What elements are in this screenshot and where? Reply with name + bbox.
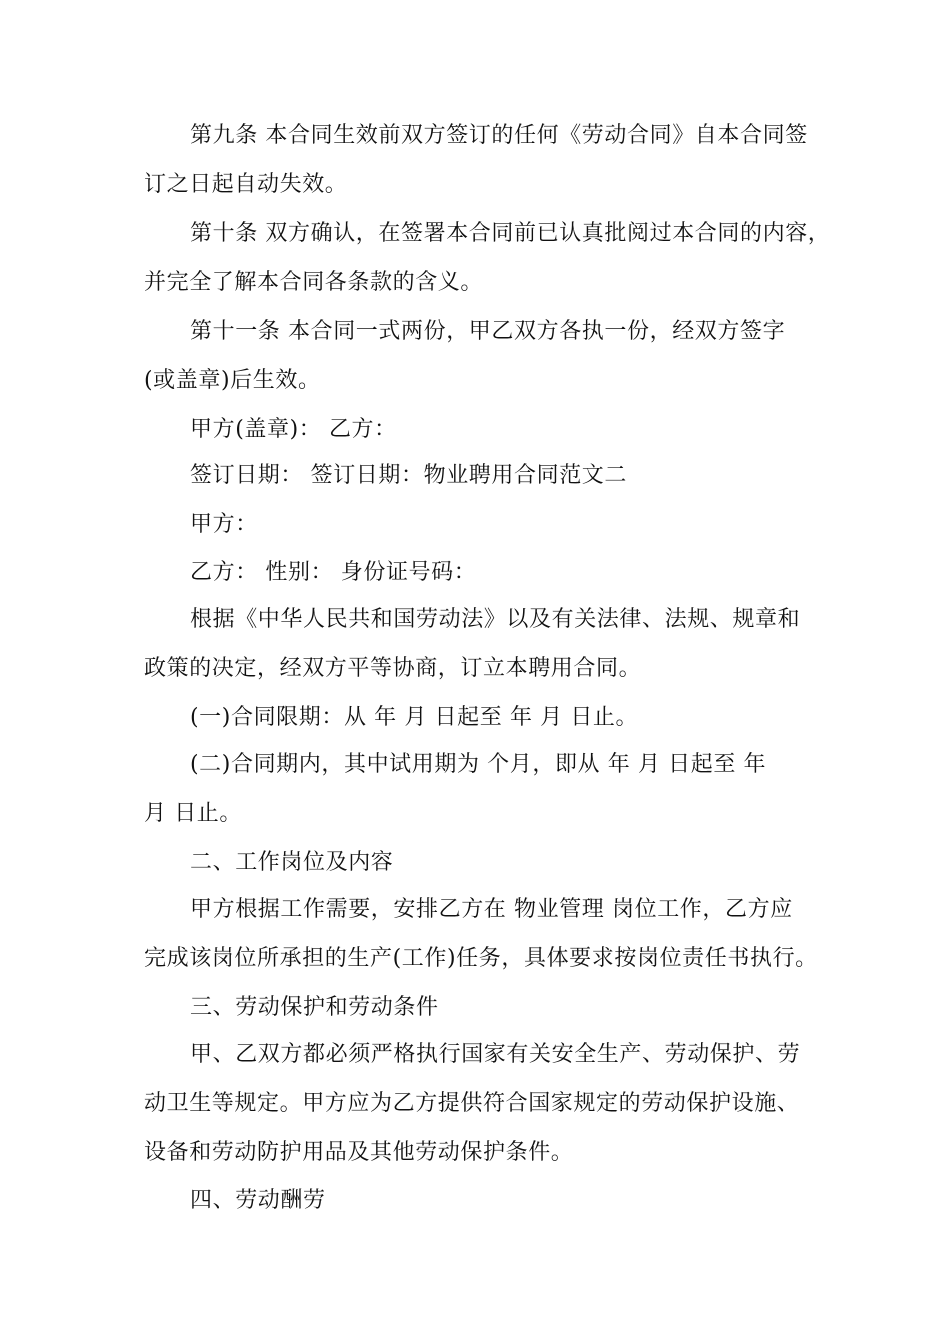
section-3-line-2: 动卫生等规定。甲方应为乙方提供符合国家规定的劳动保护设施、	[144, 1091, 800, 1116]
party-a-seal-line: 甲方(盖章)： 乙方：	[190, 417, 397, 442]
article-11-line-1: 第十一条 本合同一式两份，甲乙双方各执一份，经双方签字	[190, 319, 786, 344]
section-3-line-3: 设备和劳动防护用品及其他劳动保护条件。	[144, 1140, 574, 1165]
article-9-line-1: 第九条 本合同生效前双方签订的任何《劳动合同》自本合同签	[190, 123, 808, 148]
section-2-heading: 二、工作岗位及内容	[190, 850, 394, 875]
article-11-line-2: (或盖章)后生效。	[144, 368, 321, 393]
article-10-line-2: 并完全了解本合同各条款的含义。	[144, 270, 484, 295]
preamble-line-2: 政策的决定，经双方平等协商，订立本聘用合同。	[144, 656, 642, 681]
section-2-line-1: 甲方根据工作需要，安排乙方在 物业管理 岗位工作，乙方应	[190, 897, 793, 922]
signing-date-line: 签订日期： 签订日期：物业聘用合同范文二	[190, 463, 627, 488]
party-a-line: 甲方：	[190, 512, 258, 537]
probation-line-2: 月 日止。	[144, 801, 242, 826]
article-10-line-1: 第十条 双方确认，在签署本合同前已认真批阅过本合同的内容，	[190, 221, 831, 246]
contract-term-line: (一)合同限期：从 年 月 日起至 年 月 日止。	[190, 705, 639, 730]
article-9-line-2: 订之日起自动失效。	[144, 172, 348, 197]
preamble-line-1: 根据《中华人民共和国劳动法》以及有关法律、法规、规章和	[190, 607, 801, 632]
section-3-heading: 三、劳动保护和劳动条件	[190, 995, 439, 1020]
section-3-line-1: 甲、乙双方都必须严格执行国家有关安全生产、劳动保护、劳	[190, 1042, 801, 1067]
party-b-info-line: 乙方： 性别： 身份证号码：	[190, 560, 477, 585]
section-2-line-2: 完成该岗位所承担的生产(工作)任务，具体要求按岗位责任书执行。	[144, 946, 818, 971]
probation-line-1: (二)合同期内，其中试用期为 个月，即从 年 月 日起至 年	[190, 752, 767, 777]
section-4-heading: 四、劳动酬劳	[190, 1188, 326, 1213]
